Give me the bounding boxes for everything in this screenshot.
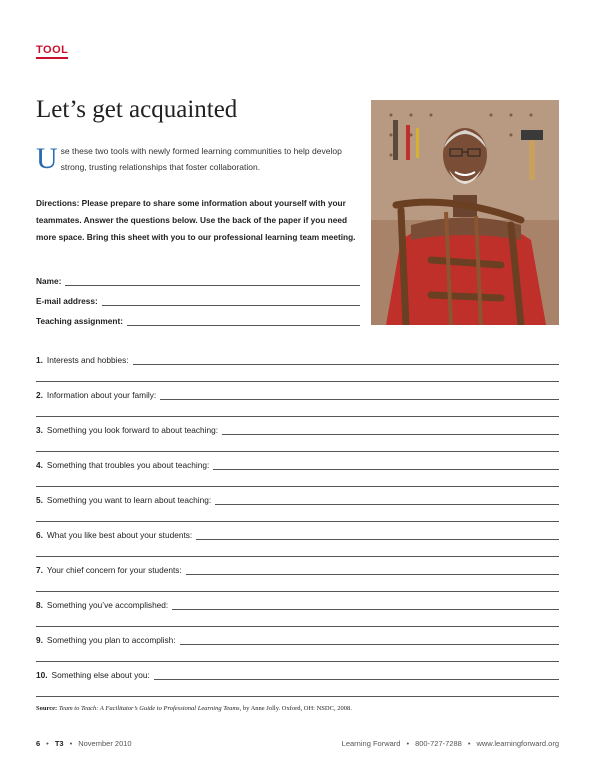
- answer-line-2[interactable]: [36, 610, 559, 627]
- question-4[interactable]: [36, 460, 559, 487]
- answer-line-2[interactable]: [36, 540, 559, 557]
- question-number: 10.: [36, 670, 48, 680]
- source-title: Team to Teach: A Facilitator’s Guide to Professional Learning Teams,: [58, 705, 242, 712]
- question-number: 6.: [36, 530, 43, 540]
- issue-date: November 2010: [78, 739, 132, 748]
- source-citation: [36, 705, 352, 712]
- question-9[interactable]: [36, 635, 559, 662]
- question-number: 7.: [36, 565, 43, 575]
- source-label: Source:: [36, 705, 58, 712]
- page-number: 6: [36, 739, 41, 748]
- name-field[interactable]: [36, 276, 360, 286]
- answer-line[interactable]: [154, 671, 559, 680]
- question-5[interactable]: [36, 495, 559, 522]
- email-field[interactable]: [36, 296, 360, 306]
- answer-line[interactable]: [213, 461, 559, 470]
- question-number: 8.: [36, 600, 43, 610]
- question-text: Something you’ve accomplished:: [46, 600, 169, 610]
- question-text: Information about your family:: [46, 390, 157, 400]
- name-label: Name:: [36, 276, 62, 286]
- org-name: Learning Forward: [341, 739, 401, 748]
- question-number: 3.: [36, 425, 43, 435]
- teacher-photo: [371, 100, 559, 325]
- answer-line[interactable]: [186, 566, 559, 575]
- answer-line-2[interactable]: [36, 575, 559, 592]
- directions-label: Directions:: [36, 198, 80, 208]
- answer-line-2[interactable]: [36, 435, 559, 452]
- question-number: 1.: [36, 355, 43, 365]
- question-text: Something you want to learn about teaching:: [46, 495, 212, 505]
- answer-line[interactable]: [133, 356, 559, 365]
- intro-text: se these two tools with newly formed learning communities to help develop strong, trusting relationships that foster collaboration.: [60, 146, 342, 172]
- email-label: E-mail address:: [36, 296, 98, 306]
- question-text: What you like best about your students:: [46, 530, 193, 540]
- answer-line[interactable]: [160, 391, 559, 400]
- journal-name: T3: [54, 739, 64, 748]
- answer-line[interactable]: [180, 636, 559, 645]
- question-7[interactable]: [36, 565, 559, 592]
- tool-tag: TOOL: [36, 44, 68, 59]
- name-line[interactable]: [65, 277, 360, 286]
- answer-line-2[interactable]: [36, 505, 559, 522]
- answer-line-2[interactable]: [36, 645, 559, 662]
- question-text: Something that troubles you about teaching:: [46, 460, 210, 470]
- question-number: 4.: [36, 460, 43, 470]
- question-text: Something you plan to accomplish:: [46, 635, 176, 645]
- teaching-assignment-line[interactable]: [127, 317, 360, 326]
- question-text: Something else about you:: [51, 670, 150, 680]
- answer-line[interactable]: [215, 496, 559, 505]
- email-line[interactable]: [102, 297, 360, 306]
- question-2[interactable]: [36, 390, 559, 417]
- question-number: 2.: [36, 390, 43, 400]
- answer-line-2[interactable]: [36, 365, 559, 382]
- source-rest: by Anne Jolly. Oxford, OH: NSDC, 2008.: [241, 705, 352, 712]
- directions-text: Please prepare to share some information about yourself with your teammates. Answer the questions below. Use the back of the paper if you need more space. Bring this sheet with you to our professional learning team meeting.: [36, 198, 356, 242]
- page-footer: 6 • T3 • November 2010 Learning Forward • 800-727-7288 • www.learningforward.org: [36, 739, 559, 748]
- question-number: 5.: [36, 495, 43, 505]
- question-text: Your chief concern for your students:: [46, 565, 182, 575]
- teaching-assignment-label: Teaching assignment:: [36, 316, 123, 326]
- question-6[interactable]: [36, 530, 559, 557]
- answer-line-2[interactable]: [36, 400, 559, 417]
- drop-cap: U: [36, 142, 58, 175]
- question-text: Interests and hobbies:: [46, 355, 129, 365]
- question-10[interactable]: [36, 670, 559, 697]
- answer-line[interactable]: [172, 601, 559, 610]
- question-text: Something you look forward to about teaching:: [46, 425, 219, 435]
- teaching-assignment-field[interactable]: [36, 316, 360, 326]
- answer-line-2[interactable]: [36, 470, 559, 487]
- answer-line-2[interactable]: [36, 680, 559, 697]
- question-1[interactable]: [36, 355, 559, 382]
- org-phone: 800-727-7288: [415, 739, 462, 748]
- org-url[interactable]: www.learningforward.org: [476, 739, 559, 748]
- question-3[interactable]: [36, 425, 559, 452]
- intro-paragraph: [36, 143, 356, 175]
- directions: [36, 195, 366, 246]
- answer-line[interactable]: [222, 426, 559, 435]
- page-title: Let’s get acquainted: [36, 96, 238, 123]
- answer-line[interactable]: [196, 531, 559, 540]
- question-number: 9.: [36, 635, 43, 645]
- question-8[interactable]: [36, 600, 559, 627]
